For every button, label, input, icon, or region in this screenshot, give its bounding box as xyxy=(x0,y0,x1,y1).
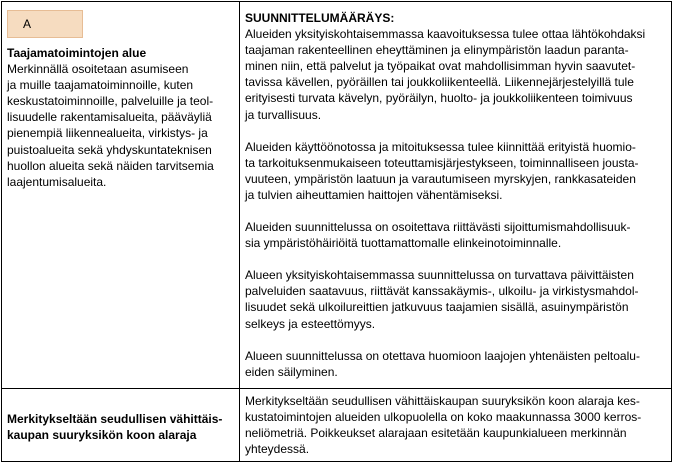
paragraph-line: Alueiden yksityiskohtaisemmassa kaavoituksessa tulee ottaa lähtökohdaksi xyxy=(245,27,646,42)
description-line: Merkinnällä osoitetaan asumiseen xyxy=(7,62,189,77)
paragraph-line: palveluiden saatavuus, riittävät kanssakäymis-, ulkoilu- ja virkistysmahdol- xyxy=(245,284,639,299)
description-line: ja muille taajamatoiminnoille, kuten xyxy=(7,78,194,93)
row-divider xyxy=(2,388,671,389)
paragraph-line: Alueiden suunnittelussa on osoitettava riittävästi sijoittumismahdollisuuk- xyxy=(245,220,631,235)
description-line: keskustatoiminnoille, palveluille ja teol- xyxy=(7,94,214,109)
paragraph-line: vuuteen, ympäristön laatuun ja varautumiseen myrskyjen, rankkasateiden xyxy=(245,171,636,186)
paragraph-line: sia ympäristöhäiriöitä tuottamattomalle elinkeinotoiminnalle. xyxy=(245,236,562,251)
description-line: laajentumisalueita. xyxy=(7,174,107,189)
paragraph-line: lisuudet sekä ulkoilureittien jatkuvuus taajamien sisällä, asuinympäristön xyxy=(245,300,629,315)
retail-title-line: kaupan suuryksikön koon alaraja xyxy=(7,428,197,443)
area-description xyxy=(7,61,235,190)
description-line: huollon alueita sekä näiden tarvitsemia xyxy=(7,158,214,173)
paragraph-line: eiden säilyminen. xyxy=(245,364,338,379)
retail-regulation-line: Merkitykseltään seudullisen vähittäiskaupan suuryksikön koon alaraja kes- xyxy=(245,394,640,408)
paragraph-line: tavissa kävellen, pyöräillen tai joukkoliikenteellä. Liikennejärjestelyillä tule xyxy=(245,75,634,90)
description-line: lisuudelle rakentamisalueita, pääväyliä xyxy=(7,110,212,125)
paragraph-line: Alueen yksityiskohtaisemmassa suunnittelussa on turvattava päivittäisten xyxy=(245,268,634,283)
legend-cell xyxy=(7,10,235,190)
paragraph-line: erityisesti turvata kävelyn, pyöräilyn, huolto- ja joukkoliikenteen toimivuus xyxy=(245,91,633,106)
paragraph-line: minen niin, että palvelut ja työpaikat ovat mahdollisimman hyvin saavutet- xyxy=(245,59,636,74)
paragraph-line: Alueen suunnittelussa on otettava huomioon laajojen yhtenäisten peltoalu- xyxy=(245,348,640,363)
regulation-paragraph xyxy=(245,219,669,251)
description-line: puistoalueita sekä yhdyskuntateknisen xyxy=(7,142,212,157)
map-symbol-badge: A xyxy=(7,10,83,38)
column-divider xyxy=(239,2,240,461)
regulation-paragraph xyxy=(245,26,669,123)
paragraph-line: selkeys ja esteettömyys. xyxy=(245,316,376,331)
description-line: pienempiä liikennealueita, virkistys- ja xyxy=(7,126,208,141)
retail-regulation-cell xyxy=(245,393,669,457)
retail-regulation-line: kustatoimintojen alueiden ulkopuolella on koko maakunnassa 3000 kerros- xyxy=(245,410,642,425)
retail-title-line: Merkitykseltään seudullisen vähittäis- xyxy=(7,412,223,426)
paragraph-line: ja turvallisuus. xyxy=(245,107,322,122)
retail-legend-cell xyxy=(7,411,235,443)
area-title: Taajamatoimintojen alue xyxy=(7,46,147,60)
paragraph-line: ta tarkoituksenmukaiseen toteuttamisjärjestykseen, toiminnalliseen jousta- xyxy=(245,155,639,170)
regulation-cell xyxy=(245,10,669,380)
retail-regulation-line: yhteydessä. xyxy=(245,442,310,457)
regulation-heading: SUUNNITTELUMÄÄRÄYS: xyxy=(245,11,395,25)
paragraph-line: ja tulvien aiheuttamien haittojen vähentämiseksi. xyxy=(245,187,503,202)
regulation-paragraph xyxy=(245,267,669,331)
paragraph-line: Alueiden käyttöönotossa ja mitoituksessa tulee kiinnittää erityistä huomio- xyxy=(245,139,636,154)
retail-regulation-line: neliömetriä. Poikkeukset alarajaan esitetään kaupunkialueen merkinnän xyxy=(245,426,627,441)
regulation-paragraph xyxy=(245,139,669,203)
regulation-paragraph xyxy=(245,348,669,380)
regulation-table xyxy=(1,1,672,462)
paragraph-line: taajaman rakenteellinen eheyttäminen ja elinympäristön laadun paranta- xyxy=(245,43,629,58)
